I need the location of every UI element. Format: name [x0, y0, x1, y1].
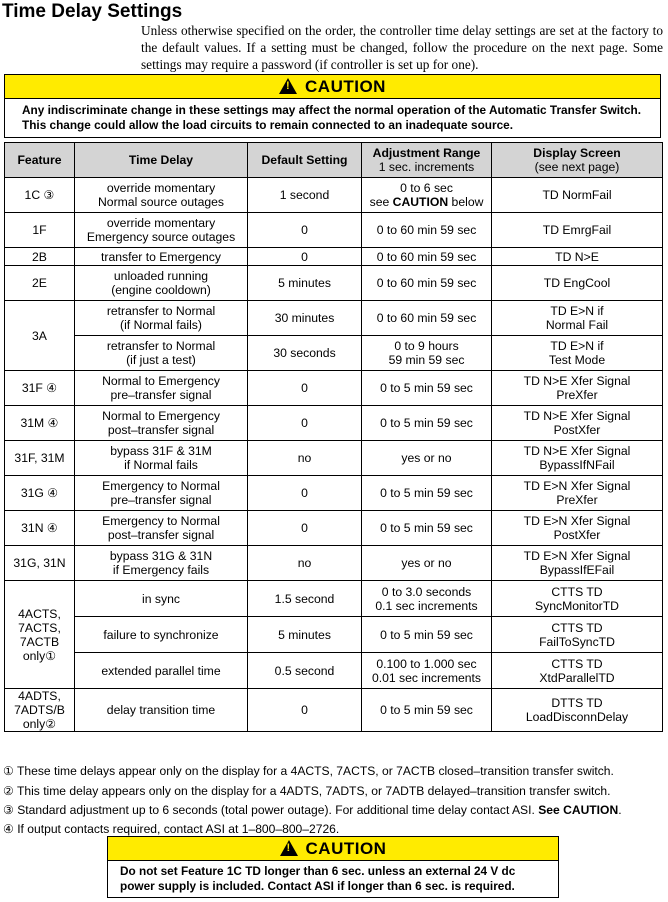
display-screen-cell	[492, 511, 663, 546]
footnote-3-text: ③ Standard adjustment up to 6 seconds (total power outage). For additional time delay contact ASI.	[3, 803, 539, 817]
display-screen-line: DTTS TD	[551, 696, 603, 710]
footnote-3	[3, 803, 622, 817]
time-delay-cell	[75, 511, 248, 546]
time-delay-cell	[75, 441, 248, 476]
feature-line: 7ACTB	[19, 634, 60, 649]
header-default-setting: Default Setting	[248, 143, 362, 178]
warning-icon	[279, 78, 297, 94]
display-screen-line: TD N>E Xfer Signal	[523, 409, 631, 423]
table-row	[5, 617, 663, 653]
header-adjustment-range-sub: 1 sec. increments	[378, 160, 475, 174]
display-screen-line: CTTS TD	[551, 656, 603, 671]
time-delay-line: Emergency source outages	[86, 230, 236, 244]
feature-line: 7ACTS,	[18, 620, 61, 635]
range-cell	[362, 178, 492, 213]
display-screen-cell	[492, 301, 663, 336]
table-row	[5, 178, 663, 213]
range-cell: 0 to 5 min 59 sec	[362, 406, 492, 441]
time-delay-line: if Normal fails	[124, 458, 198, 472]
feature-cell	[5, 689, 75, 732]
time-delay-cell	[75, 336, 248, 371]
range-cell: 0 to 5 min 59 sec	[362, 511, 492, 546]
range-line: 0 to 6 sec	[400, 181, 453, 195]
display-screen-cell	[492, 336, 663, 371]
display-screen-line: PostXfer	[553, 528, 601, 542]
time-delay-cell: delay transition time	[75, 689, 248, 732]
range-line: 0 to 3.0 seconds	[381, 584, 472, 599]
range-cell: 0 to 5 min 59 sec	[362, 371, 492, 406]
time-delay-line: Emergency to Normal	[102, 514, 220, 528]
time-delay-line: if Emergency fails	[112, 563, 210, 577]
range-cell: 0 to 60 min 59 sec	[362, 266, 492, 301]
display-screen-line: PreXfer	[556, 493, 598, 507]
caution-text: Do not set Feature 1C TD longer than 6 sec. unless an external 24 V dc power supply is included. Contact ASI if longer than 6 sec. is required.	[120, 864, 516, 893]
display-screen-line: LoadDisconnDelay	[525, 710, 629, 724]
display-screen-cell	[492, 653, 663, 689]
display-screen-cell: TD EngCool	[492, 266, 663, 301]
display-screen-cell	[492, 441, 663, 476]
range-cell: 0 to 60 min 59 sec	[362, 213, 492, 248]
time-delay-cell	[75, 213, 248, 248]
time-delay-cell	[75, 178, 248, 213]
time-delay-line: Normal to Emergency	[102, 374, 220, 388]
time-delay-line: post–transfer signal	[107, 528, 215, 542]
default-cell: 0	[248, 689, 362, 732]
table-row	[5, 406, 663, 441]
time-delay-line: Emergency to Normal	[102, 479, 220, 493]
time-delay-line: override momentary	[106, 216, 216, 230]
header-adjustment-range-label: Adjustment Range	[372, 146, 481, 160]
time-delay-line: Normal source outages	[98, 195, 224, 209]
caution-box-top	[4, 74, 661, 138]
range-cell	[362, 581, 492, 617]
caution-reference: CAUTION	[392, 195, 449, 209]
time-delay-table	[4, 142, 663, 732]
default-cell: 1 second	[248, 178, 362, 213]
time-delay-cell: in sync	[75, 581, 248, 617]
default-cell: 1.5 second	[248, 581, 362, 617]
time-delay-cell	[75, 406, 248, 441]
default-cell: 0	[248, 511, 362, 546]
display-screen-line: TD N>E Xfer Signal	[523, 374, 631, 388]
feature-cell: 2B	[5, 248, 75, 266]
feature-cell: 31F ④	[5, 371, 75, 406]
feature-cell: 31G ④	[5, 476, 75, 511]
time-delay-line: Normal to Emergency	[102, 409, 220, 423]
time-delay-cell: extended parallel time	[75, 653, 248, 689]
range-cell: 0 to 5 min 59 sec	[362, 689, 492, 732]
footnote-1: ① These time delays appear only on the display for a 4ACTS, 7ACTS, or 7ACTB closed–transition transfer switch.	[3, 764, 614, 778]
time-delay-line: post–transfer signal	[107, 423, 215, 437]
display-screen-line: XtdParallelTD	[539, 670, 615, 685]
display-screen-cell: TD N>E	[492, 248, 663, 266]
table-row	[5, 511, 663, 546]
display-screen-line: BypassIfEFail	[539, 563, 615, 577]
range-cell: yes or no	[362, 441, 492, 476]
time-delay-cell	[75, 301, 248, 336]
feature-line: 7ADTS/B	[14, 703, 65, 717]
display-screen-line: FailToSyncTD	[539, 634, 615, 649]
default-cell: 5 minutes	[248, 617, 362, 653]
page-title: Time Delay Settings	[2, 1, 183, 22]
display-screen-line: CTTS TD	[551, 584, 603, 599]
time-delay-line: override momentary	[106, 181, 216, 195]
table-row	[5, 689, 663, 732]
table-row	[5, 213, 663, 248]
table-row	[5, 546, 663, 581]
default-cell: no	[248, 441, 362, 476]
header-display-screen-sub: (see next page)	[534, 160, 620, 174]
table-row	[5, 653, 663, 689]
footnote-3-end: .	[618, 803, 622, 817]
header-display-screen-label: Display Screen	[533, 146, 621, 160]
range-cell: 0 to 5 min 59 sec	[362, 476, 492, 511]
display-screen-line: Normal Fail	[545, 318, 609, 332]
default-cell: 0	[248, 248, 362, 266]
time-delay-cell	[75, 546, 248, 581]
display-screen-line: TD N>E Xfer Signal	[523, 444, 631, 458]
display-screen-cell	[492, 406, 663, 441]
time-delay-line: bypass 31F & 31M	[110, 444, 212, 458]
display-screen-line: CTTS TD	[551, 620, 603, 635]
footnote-2: ② This time delay appears only on the display for a 4ADTS, 7ADTS, or 7ADTB delayed–transition transfer switch.	[3, 784, 611, 798]
display-screen-line: TD E>N if	[550, 339, 604, 353]
display-screen-cell	[492, 371, 663, 406]
display-screen-line: TD E>N Xfer Signal	[523, 549, 631, 563]
time-delay-line: (engine cooldown)	[111, 283, 211, 297]
feature-line: 4ADTS,	[18, 689, 61, 703]
range-line: 0.100 to 1.000 sec	[376, 656, 477, 671]
header-display-screen	[492, 143, 663, 178]
display-screen-cell: TD EmrgFail	[492, 213, 663, 248]
footnote-3-caution-ref: See CAUTION	[538, 803, 619, 817]
feature-cell: 31M ④	[5, 406, 75, 441]
table-row	[5, 476, 663, 511]
default-cell: 0	[248, 476, 362, 511]
feature-cell: 1F	[5, 213, 75, 248]
table-row	[5, 266, 663, 301]
header-adjustment-range	[362, 143, 492, 178]
feature-cell: 1C ③	[5, 178, 75, 213]
range-line	[364, 195, 489, 209]
range-cell: yes or no	[362, 546, 492, 581]
feature-cell: 31N ④	[5, 511, 75, 546]
time-delay-line: (if just a test)	[126, 353, 196, 367]
range-line: 59 min 59 sec	[388, 353, 465, 367]
table-row	[5, 248, 663, 266]
feature-cell	[5, 581, 75, 689]
default-cell: 0.5 second	[248, 653, 362, 689]
display-screen-line: Test Mode	[548, 353, 606, 367]
time-delay-line: retransfer to Normal	[106, 339, 216, 353]
display-screen-line: TD E>N Xfer Signal	[523, 514, 631, 528]
table-header-row	[5, 143, 663, 178]
feature-cell: 31F, 31M	[5, 441, 75, 476]
default-cell: 30 seconds	[248, 336, 362, 371]
intro-paragraph: Unless otherwise specified on the order, the controller time delay settings are set at the factory to the default values. If a setting must be changed, follow the procedure on the next page. Some settings may require a password (if controller is set up for one).	[141, 23, 663, 72]
display-screen-line: TD E>N Xfer Signal	[523, 479, 631, 493]
time-delay-line: bypass 31G & 31N	[109, 549, 213, 563]
feature-line: only②	[22, 717, 57, 731]
table-row	[5, 371, 663, 406]
display-screen-cell	[492, 476, 663, 511]
table-row	[5, 301, 663, 336]
time-delay-cell: transfer to Emergency	[75, 248, 248, 266]
display-screen-cell	[492, 546, 663, 581]
caution-heading: CAUTION	[305, 77, 386, 96]
time-delay-cell	[75, 476, 248, 511]
range-text: below	[448, 195, 484, 209]
range-cell: 0 to 60 min 59 sec	[362, 248, 492, 266]
table-row	[5, 441, 663, 476]
feature-cell: 3A	[5, 301, 75, 371]
caution-heading: CAUTION	[305, 839, 387, 858]
time-delay-line: unloaded running	[113, 269, 209, 283]
range-text: see	[369, 195, 393, 209]
display-screen-line: SyncMonitorTD	[535, 598, 619, 613]
display-screen-cell	[492, 617, 663, 653]
range-cell: 0 to 5 min 59 sec	[362, 617, 492, 653]
display-screen-cell: TD NormFail	[492, 178, 663, 213]
display-screen-line: PreXfer	[556, 388, 598, 402]
feature-cell: 2E	[5, 266, 75, 301]
caution-text: Any indiscriminate change in these settings may affect the normal operation of the Automatic Transfer Switch. This change could allow the load circuits to remain connected to an inadequate source.	[22, 103, 642, 132]
time-delay-line: (if Normal fails)	[120, 318, 202, 332]
time-delay-cell: failure to synchronize	[75, 617, 248, 653]
default-cell: no	[248, 546, 362, 581]
feature-line: 4ACTS,	[18, 606, 61, 621]
feature-cell: 31G, 31N	[5, 546, 75, 581]
caution-box-bottom	[107, 836, 559, 898]
range-cell	[362, 336, 492, 371]
header-feature: Feature	[5, 143, 75, 178]
default-cell: 5 minutes	[248, 266, 362, 301]
footnote-4: ④ If output contacts required, contact ASI at 1–800–800–2726.	[3, 822, 340, 836]
time-delay-cell	[75, 371, 248, 406]
header-time-delay: Time Delay	[75, 143, 248, 178]
display-screen-line: BypassIfNFail	[539, 458, 615, 472]
table-row	[5, 336, 663, 371]
range-line: 0.01 sec increments	[371, 670, 482, 685]
caution-header	[108, 837, 558, 861]
default-cell: 30 minutes	[248, 301, 362, 336]
display-screen-line: PostXfer	[553, 423, 601, 437]
default-cell: 0	[248, 406, 362, 441]
default-cell: 0	[248, 371, 362, 406]
feature-line: only①	[22, 648, 57, 663]
default-cell: 0	[248, 213, 362, 248]
range-line: 0.1 sec increments	[375, 598, 478, 613]
range-line: 0 to 9 hours	[394, 339, 459, 353]
time-delay-line: pre–transfer signal	[110, 388, 212, 402]
caution-header	[5, 75, 660, 99]
table-row	[5, 581, 663, 617]
warning-icon	[280, 840, 298, 856]
display-screen-line: TD E>N if	[550, 304, 604, 318]
time-delay-line: retransfer to Normal	[106, 304, 216, 318]
time-delay-cell	[75, 266, 248, 301]
range-cell: 0 to 60 min 59 sec	[362, 301, 492, 336]
time-delay-line: pre–transfer signal	[110, 493, 212, 507]
display-screen-cell	[492, 581, 663, 617]
display-screen-cell	[492, 689, 663, 732]
range-cell	[362, 653, 492, 689]
